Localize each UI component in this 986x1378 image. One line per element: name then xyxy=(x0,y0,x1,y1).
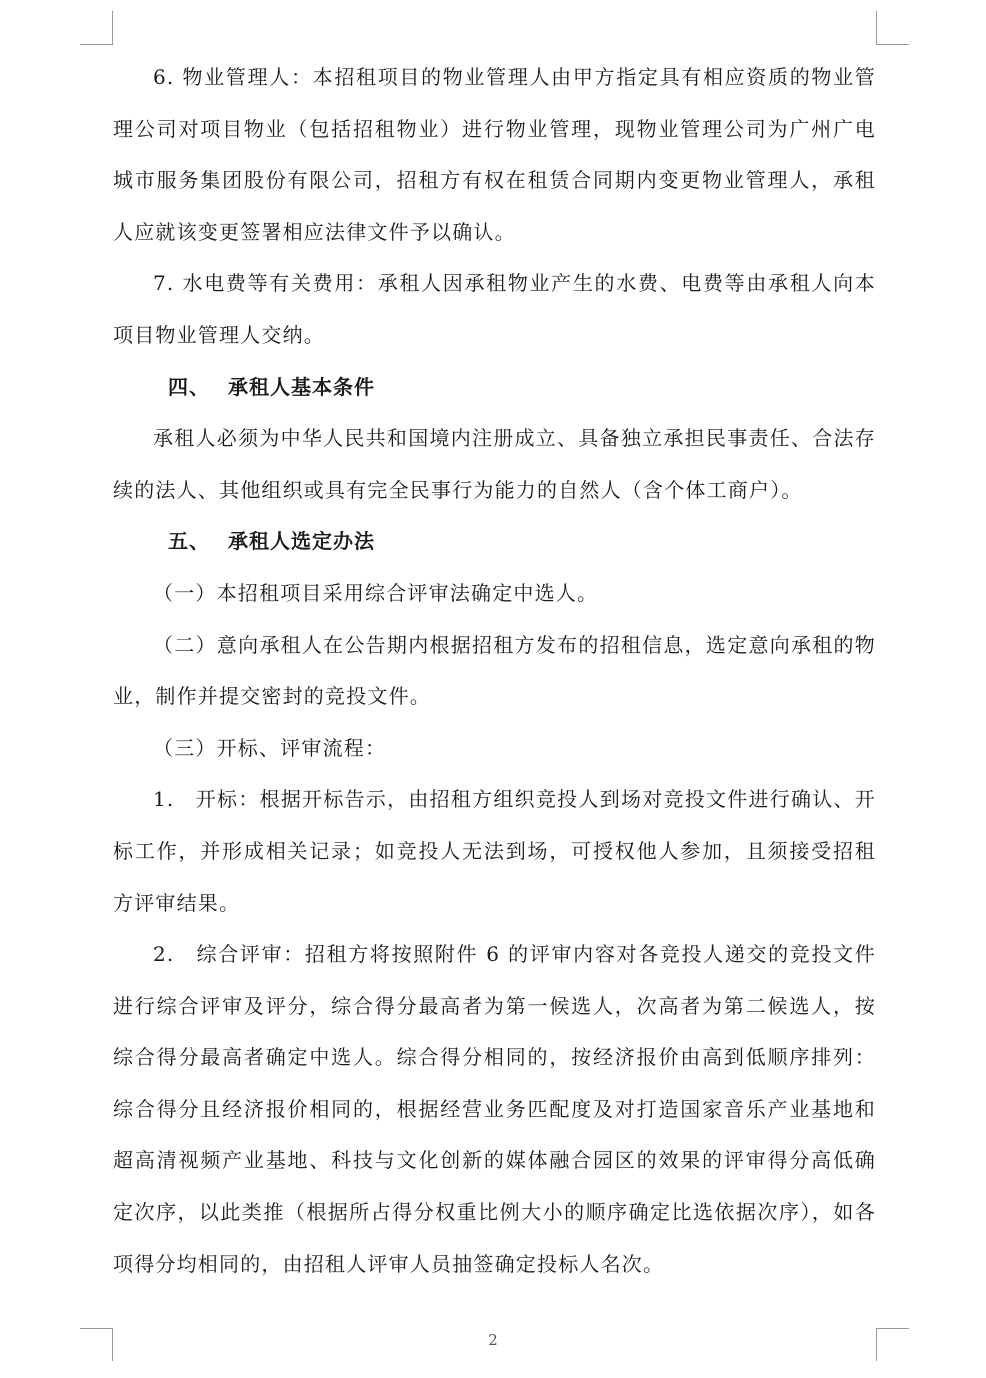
paragraph-bid-opening: 1. 开标：根据开标告示，由招租方组织竞投人到场对竞投文件进行确认、开标工作，并形成相关记录；如竞投人无法到场，可授权他人参加，且须接受招租方评审结果。 xyxy=(113,787,876,915)
paragraph-selection-method: （一）本招租项目采用综合评审法确定中选人。 xyxy=(153,580,599,605)
section-title: 承租人选定办法 xyxy=(228,529,375,554)
section-heading-5 xyxy=(113,516,876,568)
paragraph-process-title: （三）开标、评审流程： xyxy=(153,735,387,760)
section-number: 四、 xyxy=(168,374,210,399)
paragraph-lessee-conditions: 承租人必须为中华人民共和国境内注册成立、具备独立承担民事责任、合法存续的法人、其他组织或具有完全民事行为能力的自然人（含个体工商户）。 xyxy=(113,426,876,502)
section-number: 五、 xyxy=(168,529,210,554)
document-body xyxy=(113,52,876,1290)
paragraph-bid-submission: （二）意向承租人在公告期内根据招租方发布的招租信息，选定意向承租的物业，制作并提交密封的竞投文件。 xyxy=(113,632,876,709)
crop-mark-top-left xyxy=(112,11,113,44)
paragraph-utility-fees: 7. 水电费等有关费用：承租人因承租物业产生的水费、电费等由承租人向本项目物业管理人交纳。 xyxy=(113,271,876,347)
crop-mark-top-right xyxy=(876,44,909,45)
crop-mark-bottom-right xyxy=(876,1328,909,1329)
paragraph-property-manager: 6. 物业管理人：本招租项目的物业管理人由甲方指定具有相应资质的物业管理公司对项目物业（包括招租物业）进行物业管理，现物业管理公司为广州广电城市服务集团股份有限公司，招租方有权在租赁合同期内变更物业管理人，承租人应就该变更签署相应法律文件予以确认。 xyxy=(113,65,876,244)
section-heading-4 xyxy=(113,362,876,414)
page-number: 2 xyxy=(488,1331,498,1349)
crop-mark-top-left xyxy=(80,44,113,45)
paragraph-comprehensive-review: 2. 综合评审：招租方将按照附件 6 的评审内容对各竞投人递交的竞投文件进行综合评审及评分，综合得分最高者为第一候选人，次高者为第二候选人，按综合得分最高者确定中选人。综合得分相同的，按经济报价由高到低顺序排列：综合得分且经济报价相同的，根据经营业务匹配度及对打造国家音乐产业基地和超高清视频产业基地、科技与文化创新的媒体融合园区的效果的评审得分高低确定次序，以此类推（根据所占得分权重比例大小的顺序确定比选依据次序），如各项得分均相同的，由招租人评审人员抽签确定投标人名次。 xyxy=(113,942,876,1276)
crop-mark-bottom-left xyxy=(80,1328,113,1329)
crop-mark-top-right xyxy=(876,11,877,44)
section-title: 承租人基本条件 xyxy=(228,374,375,399)
